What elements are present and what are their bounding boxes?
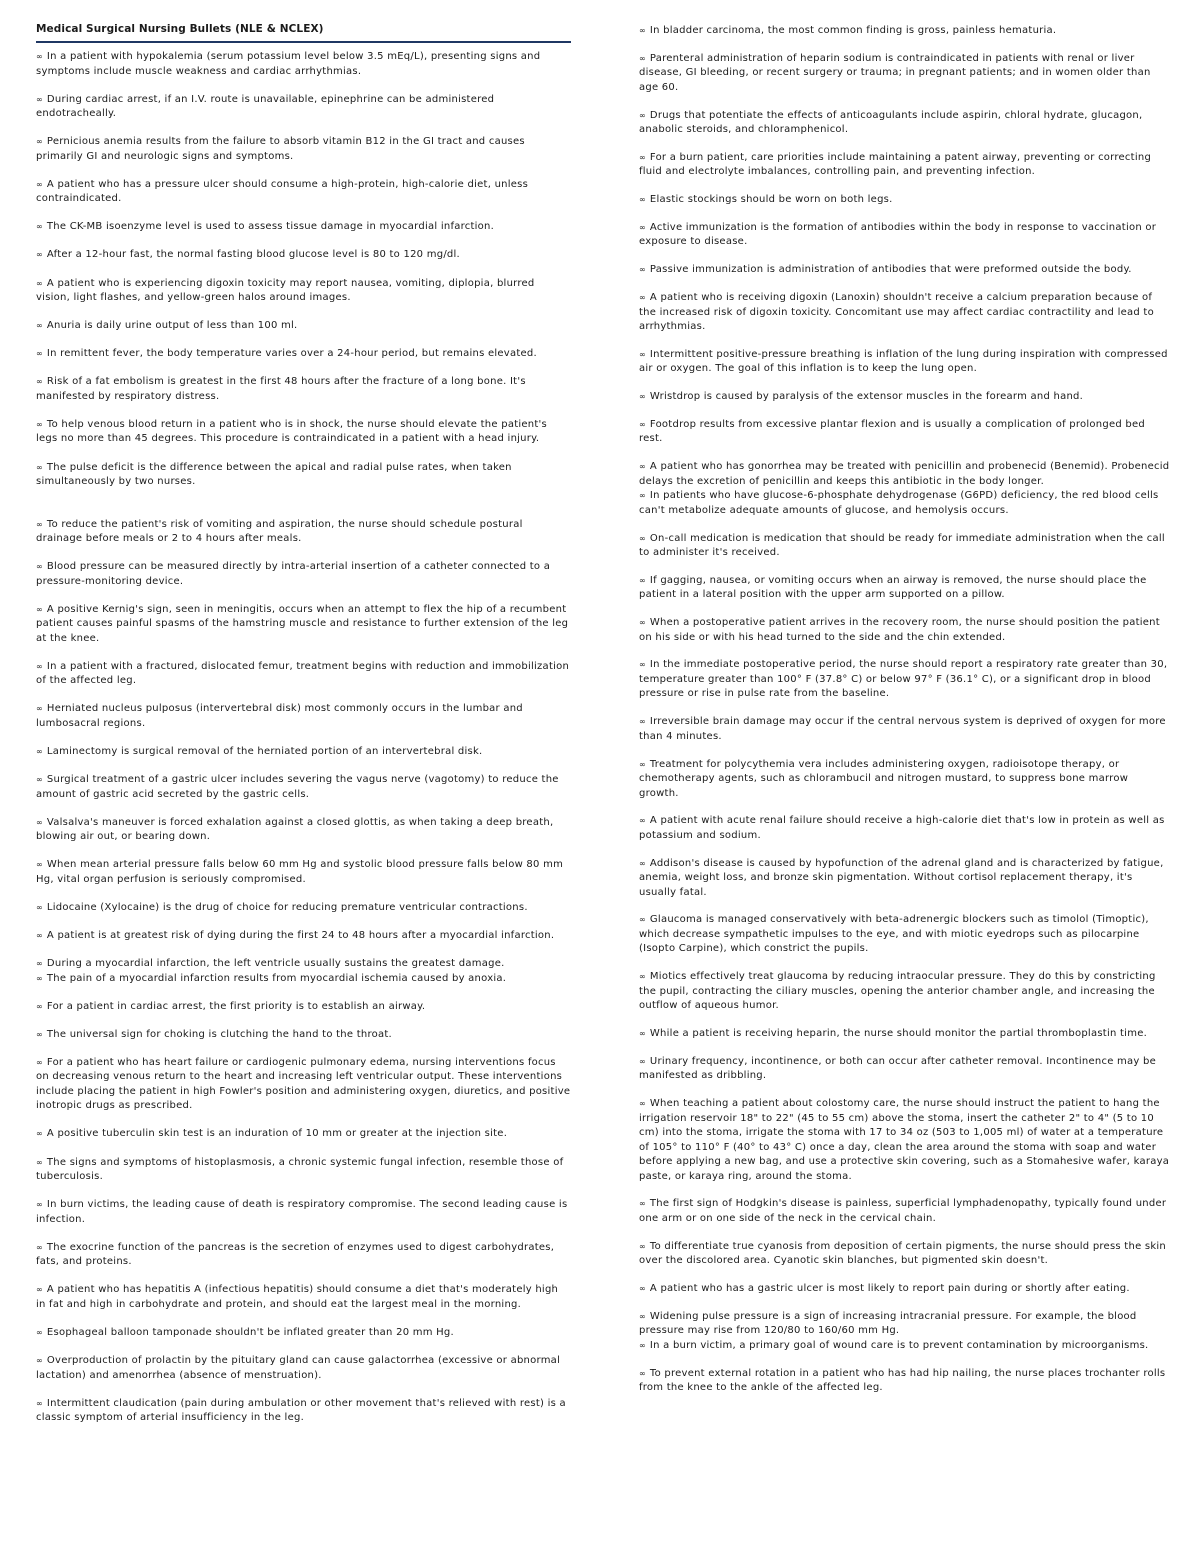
bullet-icon: ∞ [36, 250, 43, 260]
bullet-item [36, 957, 571, 972]
bullet-icon: ∞ [36, 930, 43, 940]
bullet-item [639, 574, 1171, 603]
bullet-item [639, 52, 1171, 96]
bullet-item [639, 1055, 1171, 1084]
bullet-text: In a patient with a fractured, dislocated femur, treatment begins with reduction and immobilization of the affected leg. [36, 660, 570, 687]
bullet-icon: ∞ [639, 462, 646, 472]
bullet-icon: ∞ [639, 110, 646, 120]
bullet-item [36, 1056, 571, 1114]
bullet-item [36, 972, 571, 987]
bullet-icon: ∞ [36, 1001, 43, 1011]
bullet-item [639, 263, 1171, 278]
bullet-icon: ∞ [639, 575, 646, 585]
bullet-icon: ∞ [36, 1356, 43, 1365]
bullet-text: Addison's disease is caused by hypofunction of the adrenal gland and is characterized by fatigue, anemia, weight loss, and bronze skin pigmentation. Without cortisol replacement therapy, it's usually fatal. [639, 857, 1164, 898]
bullet-text: A patient who is receiving digoxin (Lanoxin) shouldn't receive a calcium preparation because of the increased risk of digoxin toxicity. Concomitant use may affect cardiac contractility and lead to arrhythmias. [639, 292, 1154, 333]
bullet-icon: ∞ [36, 321, 43, 331]
right-bullet-list [639, 24, 1171, 1396]
bullet-item [639, 913, 1171, 957]
bullet-text: When a postoperative patient arrives in the recovery room, the nurse should position the patient on his side or with his head turned to the side and the chin extended. [639, 617, 1160, 643]
bullet-text: Active immunization is the formation of antibodies within the body in response to vaccination or exposure to disease. [639, 221, 1157, 248]
bullet-icon: ∞ [639, 915, 646, 925]
bullet-item [639, 109, 1171, 138]
bullet-item [36, 816, 571, 845]
bullet-icon: ∞ [36, 179, 43, 189]
title-underline [36, 41, 571, 43]
bullet-item [639, 1097, 1171, 1184]
bullet-item [639, 1282, 1171, 1297]
bullet-text: Pernicious anemia results from the failure to absorb vitamin B12 in the GI tract and causes primarily GI and neurologic signs and symptoms. [36, 136, 525, 162]
bullet-text: The CK-MB isoenzyme level is used to assess tissue damage in myocardial infarction. [46, 221, 495, 233]
bullet-icon: ∞ [36, 1200, 43, 1210]
bullet-item [639, 758, 1171, 802]
bullet-icon: ∞ [36, 1157, 43, 1167]
bullet-text: To prevent external rotation in a patient who has had hip nailing, the nurse places trochanter rolls from the knee to the ankle of the affected leg. [639, 1367, 1166, 1394]
bullet-item [639, 857, 1171, 901]
bullet-item [639, 970, 1171, 1014]
bullet-icon: ∞ [36, 959, 43, 969]
bullet-text: Parenteral administration of heparin sodium is contraindicated in patients with renal or liver disease, GI bleeding, or recent surgery or trauma; in pregnant patients; and in women older than age 60. [639, 52, 1151, 93]
bullet-text: For a patient in cardiac arrest, the first priority is to establish an airway. [46, 1000, 426, 1012]
bullet-icon: ∞ [639, 1056, 646, 1066]
bullet-text: Lidocaine (Xylocaine) is the drug of choice for reducing premature ventricular contractions. [46, 901, 528, 913]
bullet-icon: ∞ [639, 1284, 646, 1294]
bullet-text: Wristdrop is caused by paralysis of the extensor muscles in the forearm and hand. [649, 391, 1084, 403]
bullet-item [36, 178, 571, 207]
bullet-text: In patients who have glucose-6-phosphate dehydrogenase (G6PD) deficiency, the red blood cells can't metabolize adequate amounts of glucose, and hemolysis occurs. [639, 490, 1159, 516]
bullet-text: Passive immunization is administration of antibodies that were preformed outside the body. [649, 264, 1132, 276]
bullet-item [639, 489, 1171, 518]
bullet-icon: ∞ [639, 152, 646, 162]
bullet-icon: ∞ [639, 1368, 646, 1378]
bullet-text: In a patient with hypokalemia (serum potassium level below 3.5 mEq/L), presenting signs and symptoms include muscle weakness and cardiac arrhythmias. [36, 51, 541, 77]
bullet-text: The exocrine function of the pancreas is the secretion of enzymes used to digest carbohydrates, fats, and proteins. [36, 1241, 555, 1268]
bullet-text: To differentiate true cyanosis from deposition of certain pigments, the nurse should press the skin over the discolored area. Cyanotic skin blanches, but pigmented skin doesn't. [639, 1240, 1167, 1267]
bullet-item [36, 418, 571, 447]
bullet-icon: ∞ [639, 660, 646, 670]
bullet-icon: ∞ [639, 533, 646, 543]
bullet-item [36, 1241, 571, 1270]
bullet-item [639, 1240, 1171, 1269]
bullet-icon: ∞ [36, 519, 43, 529]
bullet-icon: ∞ [639, 222, 646, 232]
bullet-text: Intermittent positive-pressure breathing is inflation of the lung during inspiration with compressed air or oxygen. The goal of this inflation is to keep the lung open. [639, 348, 1168, 375]
bullet-item [36, 220, 571, 235]
bullet-text: When mean arterial pressure falls below 60 mm Hg and systolic blood pressure falls below 80 mm Hg, vital organ perfusion is seriously compromised. [36, 859, 564, 885]
bullet-text: If gagging, nausea, or vomiting occurs when an airway is removed, the nurse should place the patient in a lateral position with the upper arm supported on a pillow. [639, 574, 1147, 601]
bullet-icon: ∞ [639, 1199, 646, 1209]
bullet-text: Miotics effectively treat glaucoma by reducing intraocular pressure. They do this by constricting the pupil, contracting the ciliary muscles, opening the anterior chamber angle, and increasing the outflow of aqueous humor. [639, 971, 1156, 1012]
bullet-item [639, 390, 1171, 405]
bullet-item [639, 460, 1171, 489]
bullet-icon: ∞ [36, 747, 43, 756]
bullet-text: Intermittent claudication (pain during ambulation or other movement that's relieved with rest) is a classic symptom of arterial insufficiency in the leg. [36, 1397, 566, 1424]
bullet-text: In bladder carcinoma, the most common finding is gross, painless hematuria. [649, 25, 1057, 36]
bullet-text: Valsalva's maneuver is forced exhalation against a closed glottis, as when taking a deep breath, blowing air out, or bearing down. [36, 816, 554, 843]
bullet-item [36, 319, 571, 334]
bullet-text: To reduce the patient's risk of vomiting and aspiration, the nurse should schedule postural drainage before meals or 2 to 4 hours after meals. [36, 518, 523, 545]
bullet-item [36, 1000, 571, 1015]
bullet-icon: ∞ [639, 1311, 646, 1321]
bullet-item [36, 347, 571, 362]
bullet-item [36, 745, 571, 760]
bullet-text: During cardiac arrest, if an I.V. route is unavailable, epinephrine can be administered endotracheally. [36, 93, 495, 120]
bullet-text: Anuria is daily urine output of less than 100 ml. [46, 320, 298, 332]
bullet-icon: ∞ [639, 858, 646, 868]
bullet-text: A patient is at greatest risk of dying during the first 24 to 48 hours after a myocardial infarction. [46, 929, 555, 941]
bullet-text: When teaching a patient about colostomy care, the nurse should instruct the patient to hang the irrigation reservoir 18" to 22" (45 to 55 cm) above the stoma, insert the catheter 2" to 4" (5 to 10 cm) into the stoma, irrigate the stoma with 17 to 34 oz (503 to 1,005 ml) of water at a temperature of 105° to 110° F (40° to 43° C) once a day, clean the area around the stoma with soap and water before applying a new bag, and use a protective skin covering, such as a Stomahesive wafer, karaya paste, or karaya ring, around the stoma. [639, 1098, 1170, 1182]
bullet-item [36, 1028, 571, 1043]
bullet-item [36, 135, 571, 164]
bullet-icon: ∞ [36, 1242, 43, 1252]
bullet-text: In the immediate postoperative period, the nurse should report a respiratory rate greater than 30, temperature greater than 100° F (37.8° C) or below 97° F (36.1° C), or a significant drop in blood pressure or rise in pulse rate from the baseline. [639, 659, 1168, 700]
bullet-item [36, 1283, 571, 1312]
bullet-item [639, 532, 1171, 561]
bullet-item [36, 461, 571, 490]
bullet-item [639, 1367, 1171, 1396]
bullet-icon: ∞ [639, 1099, 646, 1109]
bullet-text: A patient who is experiencing digoxin toxicity may report nausea, vomiting, diplopia, blurred vision, light flashes, and yellow-green halos around images. [36, 277, 535, 304]
bullet-item [639, 24, 1171, 39]
bullet-item [36, 518, 571, 547]
bullet-item [36, 248, 571, 263]
bullet-item [36, 1198, 571, 1227]
bullet-icon: ∞ [36, 704, 43, 714]
bullet-icon: ∞ [36, 817, 43, 827]
bullet-icon: ∞ [639, 816, 646, 826]
bullet-text: In burn victims, the leading cause of death is respiratory compromise. The second leading cause is infection. [36, 1199, 568, 1225]
bullet-icon: ∞ [36, 775, 43, 785]
right-column [639, 24, 1171, 1409]
bullet-icon: ∞ [36, 278, 43, 288]
bullet-icon: ∞ [639, 1340, 646, 1350]
bullet-icon: ∞ [639, 1241, 646, 1251]
bullet-text: A patient who has gonorrhea may be treated with penicillin and probenecid (Benemid). Probenecid delays the excretion of penicillin and keeps this antibiotic in the body longer. [639, 461, 1170, 487]
bullet-text: In a burn victim, a primary goal of wound care is to prevent contamination by microorganisms. [649, 1339, 1149, 1351]
bullet-item [639, 1310, 1171, 1339]
bullet-icon: ∞ [36, 604, 43, 614]
bullet-icon: ∞ [36, 222, 43, 232]
bullet-item [639, 348, 1171, 377]
bullet-item [639, 715, 1171, 744]
bullet-text: A patient who has a pressure ulcer should consume a high-protein, high-calorie diet, unless contraindicated. [36, 178, 529, 205]
left-bullet-list [36, 50, 571, 1426]
bullet-item [36, 93, 571, 122]
bullet-text: Widening pulse pressure is a sign of increasing intracranial pressure. For example, the blood pressure may rise from 120/80 to 160/60 mm Hg. [639, 1310, 1137, 1337]
bullet-icon: ∞ [639, 491, 646, 501]
bullet-icon: ∞ [639, 265, 646, 275]
bullet-text: In remittent fever, the body temperature varies over a 24-hour period, but remains elevated. [46, 348, 537, 360]
bullet-text: A positive Kernig's sign, seen in meningitis, occurs when an attempt to flex the hip of a recumbent patient causes painful spasms of the hamstring muscle and resistance to further extension of the leg at the knee. [36, 603, 569, 644]
bullet-text: While a patient is receiving heparin, the nurse should monitor the partial thromboplastin time. [649, 1028, 1148, 1040]
bullet-text: The signs and symptoms of histoplasmosis, a chronic systemic fungal infection, resemble those of tuberculosis. [36, 1156, 564, 1183]
bullet-icon: ∞ [36, 860, 43, 870]
bullet-icon: ∞ [36, 1029, 43, 1039]
bullet-text: A patient with acute renal failure should receive a high-calorie diet that's low in protein as well as potassium and sodium. [639, 815, 1165, 841]
bullet-icon: ∞ [36, 1285, 43, 1295]
bullet-text: Blood pressure can be measured directly by intra-arterial insertion of a catheter connected to a pressure-monitoring device. [36, 561, 551, 587]
bullet-icon: ∞ [639, 195, 646, 205]
bullet-text: Esophageal balloon tamponade shouldn't be inflated greater than 20 mm Hg. [46, 1326, 454, 1338]
bullet-text: Glaucoma is managed conservatively with beta-adrenergic blockers such as timolol (Timoptic), which decrease sympathetic impulses to the eye, and with miotic eyedrops such as pilocarpine (Isopto Carpine), which constrict the pupils. [639, 914, 1149, 955]
bullet-icon: ∞ [639, 618, 646, 628]
bullet-text: Elastic stockings should be worn on both legs. [649, 194, 893, 206]
bullet-icon: ∞ [36, 377, 43, 387]
bullet-item [36, 277, 571, 306]
bullet-icon: ∞ [639, 349, 646, 359]
bullet-text: A patient who has a gastric ulcer is most likely to report pain during or shortly after eating. [649, 1283, 1130, 1295]
bullet-item [36, 50, 571, 79]
bullet-item [639, 1197, 1171, 1226]
bullet-item [639, 658, 1171, 702]
bullet-item [639, 1339, 1171, 1354]
bullet-icon: ∞ [639, 717, 646, 727]
bullet-text: Overproduction of prolactin by the pituitary gland can cause galactorrhea (excessive or abnormal lactation) and amenorrhea (absence of menstruation). [36, 1355, 561, 1381]
bullet-icon: ∞ [36, 52, 43, 61]
bullet-text: Risk of a fat embolism is greatest in the first 48 hours after the fracture of a long bone. It's manifested by respiratory distress. [36, 376, 526, 402]
bullet-item [36, 858, 571, 887]
bullet-text: Treatment for polycythemia vera includes administering oxygen, radioisotope therapy, or chemotherapy agents, such as chlorambucil and nitrogen mustard, to suppress bone marrow growth. [639, 758, 1129, 799]
bullet-text: On-call medication is medication that should be ready for immediate administration when the call to administer it's received. [639, 532, 1165, 559]
bullet-item [36, 1127, 571, 1142]
bullet-item [639, 1027, 1171, 1042]
bullet-icon: ∞ [36, 973, 43, 983]
bullet-item [639, 151, 1171, 180]
bullet-item [639, 221, 1171, 250]
bullet-item [36, 660, 571, 689]
bullet-text: Footdrop results from excessive plantar flexion and is usually a complication of prolonged bed rest. [639, 418, 1145, 445]
bullet-icon: ∞ [36, 462, 43, 472]
bullet-item [639, 616, 1171, 645]
bullet-icon: ∞ [36, 661, 43, 671]
bullet-item [639, 814, 1171, 843]
bullet-text: Herniated nucleus pulposus (intervertebral disk) most commonly occurs in the lumbar and lumbosacral regions. [36, 703, 523, 729]
bullet-text: During a myocardial infarction, the left ventricle usually sustains the greatest damage. [46, 958, 505, 970]
bullet-item [36, 901, 571, 916]
bullet-icon: ∞ [36, 1398, 43, 1408]
bullet-item [36, 773, 571, 802]
bullet-icon: ∞ [639, 759, 646, 769]
bullet-icon: ∞ [639, 53, 646, 63]
bullet-text: For a patient who has heart failure or cardiogenic pulmonary edema, nursing interventions focus on decreasing venous return to the heart and increasing left ventricular output. These interventions include placing the patient in high Fowler's position and administering oxygen, diuretics, and positive inotropic drugs as prescribed. [36, 1056, 571, 1112]
bullet-icon: ∞ [639, 26, 646, 35]
bullet-item [36, 1326, 571, 1341]
bullet-text: Irreversible brain damage may occur if the central nervous system is deprived of oxygen for more than 4 minutes. [639, 716, 1166, 742]
bullet-text: A positive tuberculin skin test is an induration of 10 mm or greater at the injection site. [46, 1128, 508, 1140]
bullet-item [36, 1354, 571, 1383]
bullet-text: After a 12-hour fast, the normal fasting blood glucose level is 80 to 120 mg/dl. [46, 249, 460, 261]
bullet-icon: ∞ [36, 94, 43, 104]
bullet-icon: ∞ [36, 1327, 43, 1337]
bullet-text: Laminectomy is surgical removal of the herniated portion of an intervertebral disk. [46, 746, 483, 757]
bullet-icon: ∞ [639, 1029, 646, 1039]
bullet-text: A patient who has hepatitis A (infectious hepatitis) should consume a diet that's moderately high in fat and high in carbohydrate and protein, and should eat the largest meal in the morning. [36, 1284, 559, 1310]
bullet-icon: ∞ [36, 902, 43, 912]
bullet-item [639, 193, 1171, 208]
bullet-item [36, 560, 571, 589]
bullet-item [36, 929, 571, 944]
bullet-item [36, 1397, 571, 1426]
bullet-item [639, 418, 1171, 447]
bullet-icon: ∞ [639, 293, 646, 303]
bullet-text: The universal sign for choking is clutching the hand to the throat. [46, 1028, 392, 1040]
bullet-text: For a burn patient, care priorities include maintaining a patent airway, preventing or correcting fluid and electrolyte imbalances, controlling pain, and preventing infection. [639, 151, 1152, 178]
bullet-icon: ∞ [639, 972, 646, 982]
bullet-item [36, 702, 571, 731]
left-column [36, 22, 571, 1439]
bullet-item [36, 1156, 571, 1185]
bullet-text: The first sign of Hodgkin's disease is painless, superficial lymphadenopathy, typically found under one arm or on one side of the neck in the cervical chain. [639, 1198, 1167, 1224]
document-title: Medical Surgical Nursing Bullets (NLE & NCLEX) [36, 23, 324, 35]
bullet-text: Urinary frequency, incontinence, or both can occur after catheter removal. Incontinence may be manifested as dribbling. [639, 1055, 1157, 1082]
bullet-text: The pain of a myocardial infarction results from myocardial ischemia caused by anoxia. [46, 972, 507, 984]
bullet-icon: ∞ [36, 562, 43, 572]
bullet-text: Drugs that potentiate the effects of anticoagulants include aspirin, chloral hydrate, glucagon, anabolic steroids, and chloramphenicol. [639, 109, 1143, 136]
bullet-icon: ∞ [36, 137, 43, 147]
bullet-text: Surgical treatment of a gastric ulcer includes severing the vagus nerve (vagotomy) to reduce the amount of gastric acid secreted by the gastric cells. [36, 774, 559, 800]
bullet-text: To help venous blood return in a patient who is in shock, the nurse should elevate the patient's legs no more than 45 degrees. This procedure is contraindicated in a patient with a head injury. [36, 418, 548, 445]
bullet-icon: ∞ [639, 392, 646, 402]
bullet-icon: ∞ [36, 349, 43, 359]
bullet-item [36, 375, 571, 404]
bullet-text: The pulse deficit is the difference between the apical and radial pulse rates, when taken simultaneously by two nurses. [36, 461, 512, 488]
bullet-item [36, 603, 571, 647]
bullet-icon: ∞ [36, 419, 43, 429]
bullet-item [639, 291, 1171, 335]
bullet-icon: ∞ [36, 1129, 43, 1139]
bullet-icon: ∞ [36, 1057, 43, 1067]
bullet-icon: ∞ [639, 419, 646, 429]
